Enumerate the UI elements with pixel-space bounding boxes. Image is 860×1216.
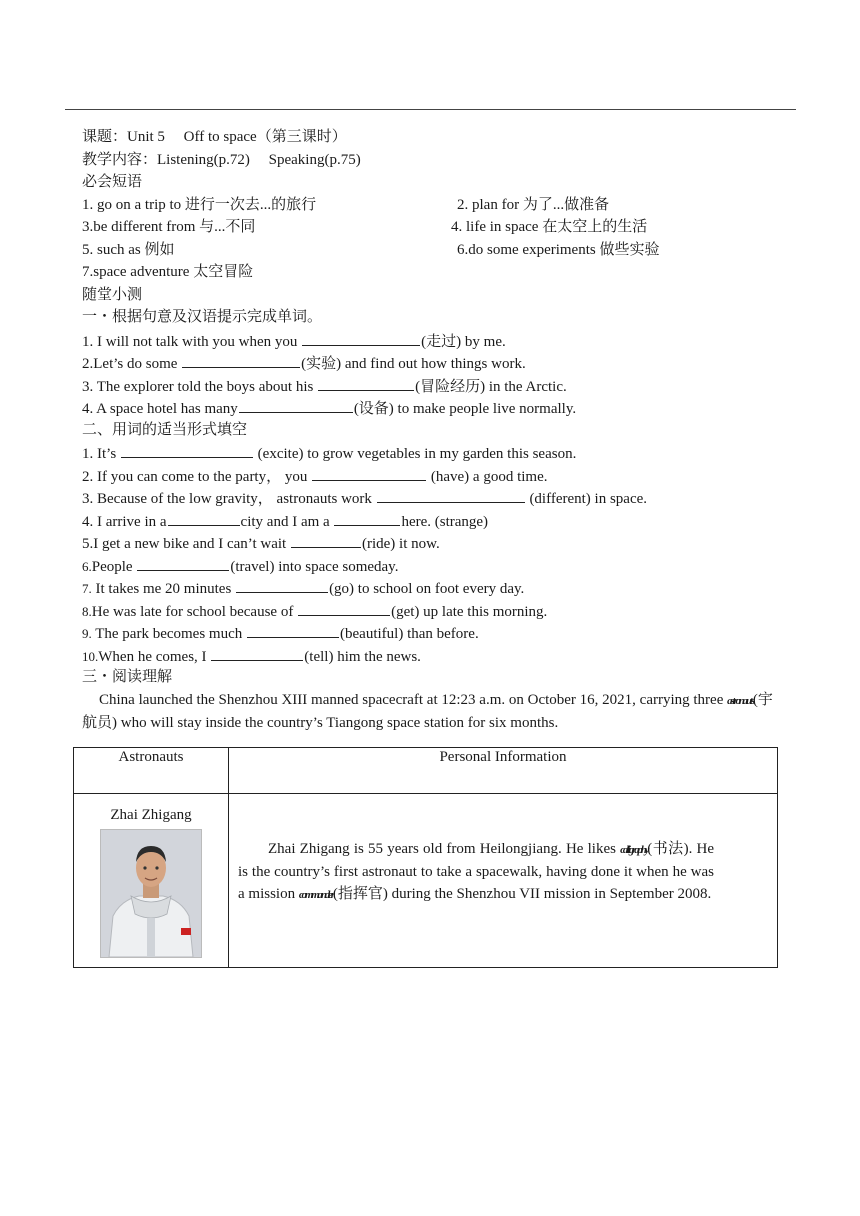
exercise-item: 8.He was late for school because of (get) up late this morning. [82,599,782,622]
quiz-heading: 随堂小测 [82,286,143,303]
answer-blank[interactable] [137,554,229,571]
exercise-item: 10.When he comes, I (tell) him the news. [82,644,782,667]
squeezed-word: astronauts [727,694,753,707]
answer-blank[interactable] [236,576,328,593]
answer-blank[interactable] [334,509,400,526]
answer-blank[interactable] [121,441,253,458]
exercise-item: 9. The park becomes much (beautiful) than before. [82,621,782,644]
phrase-item: 3.be different from 与...不同 [82,219,256,235]
phrase-item: 5. such as 例如 [82,241,175,258]
exercise-item: 1. It’s (excite) to grow vegetables in my garden this season. [82,441,782,464]
phrase-row [82,261,782,284]
answer-blank[interactable] [291,531,361,548]
section-2-heading: 二、用词的适当形式填空 [82,421,248,438]
squeezed-word: commander [298,889,333,901]
phrase-row [82,239,782,262]
exercise-item: 2.Let’s do some (实验) and find out how things work. [82,351,782,374]
worksheet-body [82,126,782,734]
exercise-item: 4. I arrive in a city and I am a here. (strange) [82,509,782,532]
section-1-heading: 一・根据句意及汉语提示完成单词。 [82,309,323,325]
teaching-content: 教学内容：Listening(p.72) Speaking(p.75) [82,151,361,168]
exercise-item: 7. It takes me 20 minutes (go) to school on foot every day. [82,576,782,599]
astronaut-table [73,747,778,968]
personal-info-text: Zhai Zhigang is 55 years old from Heilongjiang. He likes calligraphy(书法). He is the country’s first astronaut to take a spacewalk, having done it when he was a mission commander(指挥官) during the Shenzhou VII mission in September 2008. [238,841,715,902]
column-header-astronauts: Astronauts [74,748,229,794]
phrase-row [82,216,782,239]
exercise-item: 6.People (travel) into space someday. [82,554,782,577]
column-header-info: Personal Information [229,748,778,794]
exercise-item: 3. Because of the low gravity， astronauts work (different) in space. [82,486,782,509]
phrase-item: 6.do some experiments 做些实验 [457,241,660,258]
answer-blank[interactable] [239,396,353,413]
squeezed-word: calligraphy [620,844,648,856]
table-header-row [74,748,778,794]
astronaut-photo [100,829,202,958]
section-3-heading: 三・阅读理解 [82,669,173,685]
answer-blank[interactable] [377,486,525,503]
answer-blank[interactable] [312,464,426,481]
exercise-item: 3. The explorer told the boys about his (冒险经历) in the Arctic. [82,374,782,397]
exercise-item: 2. If you can come to the party， you (have) a good time. [82,464,782,487]
phrase-item: 2. plan for 为了...做准备 [457,196,610,213]
answer-blank[interactable] [318,374,414,391]
lesson-title: 课题：Unit 5 Off to space（第三课时） [82,129,347,145]
exercise-item: 5.I get a new bike and I can’t wait (ride) it now. [82,531,782,554]
phrase-row [82,194,782,217]
answer-blank[interactable] [298,599,390,616]
astronaut-cell [74,794,229,968]
exercise-item: 1. I will not talk with you when you (走过) by me. [82,329,782,352]
personal-info-cell [229,794,778,968]
phrases-heading: 必会短语 [82,174,143,190]
reading-passage: China launched the Shenzhou XIII manned spacecraft at 12:23 a.m. on October 16, 2021, carrying three astronauts(宇航员) who will stay inside the country’s Tiangong space station for six months. [82,691,773,731]
phrase-item: 4. life in space 在太空上的生活 [451,219,648,235]
header-rule [65,109,796,110]
answer-blank[interactable] [302,329,420,346]
phrase-item: 7.space adventure 太空冒险 [82,264,254,280]
answer-blank[interactable] [211,644,303,661]
exercise-item: 4. A space hotel has many (设备) to make people live normally. [82,396,782,419]
answer-blank[interactable] [247,621,339,638]
phrase-item: 1. go on a trip to 进行一次去...的旅行 [82,196,317,213]
table-row [74,794,778,968]
answer-blank[interactable] [182,351,300,368]
astronaut-name: Zhai Zhigang [110,807,192,823]
answer-blank[interactable] [168,509,240,526]
